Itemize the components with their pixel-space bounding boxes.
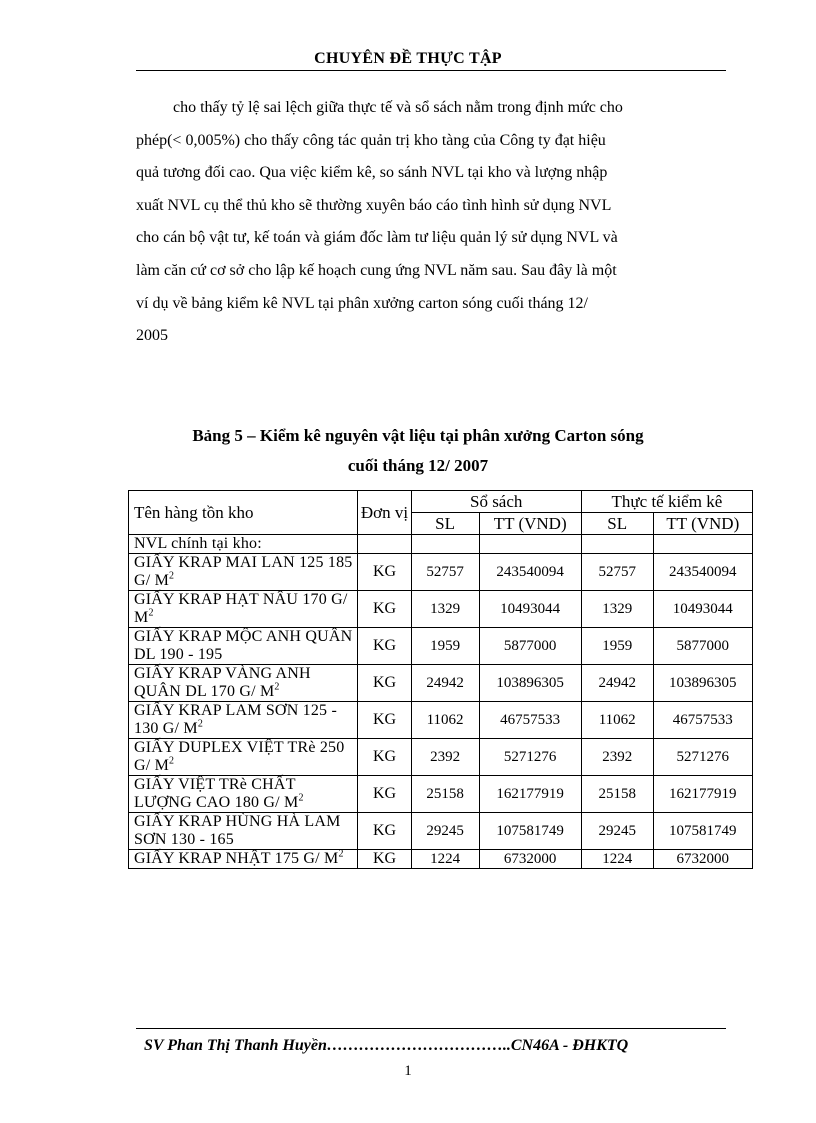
item-sl-book: 1959 <box>411 628 479 665</box>
superscript: 2 <box>298 792 304 804</box>
item-tt-book: 10493044 <box>479 591 581 628</box>
header-sl-actual: SL <box>581 513 653 535</box>
superscript: 2 <box>169 570 175 582</box>
header-sl-book: SL <box>411 513 479 535</box>
table-row <box>129 554 753 591</box>
page-header-title: CHUYÊN ĐỀ THỰC TẬP <box>314 50 502 67</box>
item-sl-actual: 29245 <box>581 813 653 850</box>
table-row <box>129 702 753 739</box>
item-name: GIẤY KRAP MAI LAN 125 185 G/ $M^2$ <box>129 554 358 591</box>
caption-line-1: Bảng 5 – Kiểm kê nguyên vật liệu tại phân xưởng Carton sóng <box>192 426 644 445</box>
item-sl-actual: 2392 <box>581 739 653 776</box>
body-paragraph <box>136 92 718 353</box>
header-tt-book: TT (VND) <box>479 513 581 535</box>
table-row <box>129 591 753 628</box>
item-unit: KG <box>358 813 411 850</box>
item-tt-book: 5877000 <box>479 628 581 665</box>
item-tt-actual: 103896305 <box>653 665 752 702</box>
item-name: GIẤY VIỆT TRè CHẤT LƯỢNG CAO 180 G/ $M^2$ <box>129 776 358 813</box>
section-label: NVL chính tại kho: <box>129 535 358 554</box>
table-header-row <box>129 491 753 513</box>
item-tt-actual: 10493044 <box>653 591 752 628</box>
paragraph-line: làm căn cứ cơ sở cho lập kế hoạch cung ứng NVL năm sau. Sau đây là một <box>136 261 617 279</box>
item-sl-actual: 1224 <box>581 850 653 869</box>
header-actual: Thực tế kiểm kê <box>581 491 752 513</box>
item-sl-book: 11062 <box>411 702 479 739</box>
item-tt-book: 46757533 <box>479 702 581 739</box>
item-tt-actual: 243540094 <box>653 554 752 591</box>
item-name: GIẤY KRAP LAM SƠN 125 - 130 G/ $M^2$ <box>129 702 358 739</box>
item-unit: KG <box>358 850 411 869</box>
table-row <box>129 628 753 665</box>
caption-line-2: cuối tháng 12/ 2007 <box>347 456 489 475</box>
item-unit: KG <box>358 591 411 628</box>
item-name: GIẤY KRAP NHẬT 175 G/ $M^2$ <box>129 850 358 869</box>
footer-author: SV Phan Thị Thanh Huyền……………………………..CN46A - ĐHKTQ <box>144 1037 629 1054</box>
item-tt-actual: 6732000 <box>653 850 752 869</box>
item-name: GIẤY KRAP HẠT NÂU 170 G/ $M^2$ <box>129 591 358 628</box>
header-book: Sổ sách <box>411 491 581 513</box>
item-sl-book: 1224 <box>411 850 479 869</box>
header-item-name: Tên hàng tồn kho <box>129 491 358 535</box>
item-tt-actual: 107581749 <box>653 813 752 850</box>
table-row <box>129 776 753 813</box>
item-tt-book: 107581749 <box>479 813 581 850</box>
table-row <box>129 813 753 850</box>
section-row <box>129 535 753 554</box>
superscript: 2 <box>169 755 175 767</box>
superscript: 2 <box>274 681 280 693</box>
item-unit: KG <box>358 665 411 702</box>
item-tt-actual: 5271276 <box>653 739 752 776</box>
item-unit: KG <box>358 739 411 776</box>
item-sl-book: 25158 <box>411 776 479 813</box>
item-unit: KG <box>358 776 411 813</box>
item-unit: KG <box>358 554 411 591</box>
item-tt-actual: 162177919 <box>653 776 752 813</box>
item-name: GIẤY KRAP MỘC ANH QUÂN DL 190 - 195 <box>129 628 358 665</box>
paragraph-line: phép(< 0,005%) cho thấy công tác quản trị kho tàng của Công ty đạt hiệu <box>136 131 606 149</box>
header-unit: Đơn vị <box>358 491 411 535</box>
paragraph-line: cho cán bộ vật tư, kế toán và giám đốc làm tư liệu quản lý sử dụng NVL và <box>136 229 618 247</box>
superscript: 2 <box>338 848 344 860</box>
item-tt-book: 162177919 <box>479 776 581 813</box>
item-sl-actual: 52757 <box>581 554 653 591</box>
item-sl-book: 52757 <box>411 554 479 591</box>
item-sl-book: 24942 <box>411 665 479 702</box>
item-sl-actual: 24942 <box>581 665 653 702</box>
paragraph-line: ví dụ về bảng kiểm kê NVL tại phân xưởng carton sóng cuối tháng 12/ <box>136 294 588 312</box>
item-tt-actual: 5877000 <box>653 628 752 665</box>
header-rule <box>136 70 726 71</box>
item-sl-book: 2392 <box>411 739 479 776</box>
item-tt-book: 243540094 <box>479 554 581 591</box>
table-row <box>129 665 753 702</box>
paragraph-line: quả tương đối cao. Qua việc kiểm kê, so sánh NVL tại kho và lượng nhập <box>136 164 608 182</box>
item-name: GIẤY DUPLEX VIỆT TRè 250 G/ $M^2$ <box>129 739 358 776</box>
item-unit: KG <box>358 628 411 665</box>
item-tt-book: 6732000 <box>479 850 581 869</box>
item-name: GIẤY KRAP HÙNG HÀ LAM SƠN 130 - 165 <box>129 813 358 850</box>
item-tt-book: 103896305 <box>479 665 581 702</box>
paragraph-line: 2005 <box>136 327 168 345</box>
item-sl-actual: 25158 <box>581 776 653 813</box>
footer-rule <box>136 1028 726 1029</box>
superscript: 2 <box>148 607 154 619</box>
item-sl-book: 1329 <box>411 591 479 628</box>
item-sl-actual: 11062 <box>581 702 653 739</box>
paragraph-line: cho thấy tỷ lệ sai lệch giữa thực tế và sổ sách nằm trong định mức cho <box>173 99 623 116</box>
header-tt-actual: TT (VND) <box>653 513 752 535</box>
item-unit: KG <box>358 702 411 739</box>
table-caption <box>100 421 736 481</box>
item-tt-actual: 46757533 <box>653 702 752 739</box>
item-sl-book: 29245 <box>411 813 479 850</box>
page-number: 1 <box>404 1063 412 1079</box>
item-tt-book: 5271276 <box>479 739 581 776</box>
superscript: 2 <box>197 718 204 730</box>
table-row <box>129 739 753 776</box>
item-sl-actual: 1329 <box>581 591 653 628</box>
table-row <box>129 850 753 869</box>
paragraph-line: xuất NVL cụ thể thủ kho sẽ thường xuyên báo cáo tình hình sử dụng NVL <box>136 196 612 214</box>
inventory-table <box>128 490 753 869</box>
item-name: GIẤY KRAP VÀNG ANH QUÂN DL 170 G/ $M^2$ <box>129 665 358 702</box>
item-sl-actual: 1959 <box>581 628 653 665</box>
